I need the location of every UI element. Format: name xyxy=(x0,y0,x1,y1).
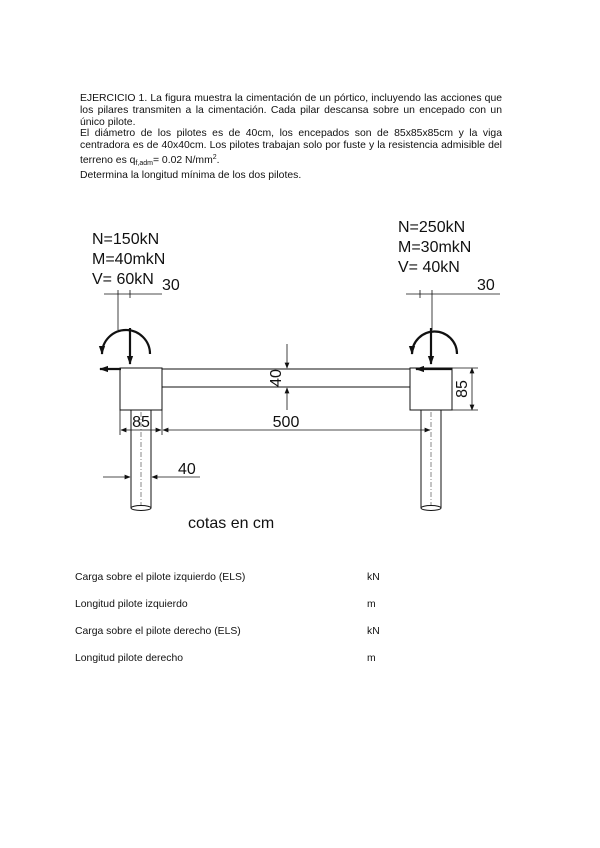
answer-label: Longitud pilote izquierdo xyxy=(75,599,188,610)
right-pile-cap xyxy=(410,368,452,410)
right-moment: M=30mkN xyxy=(398,239,472,256)
left-moment: M=40mkN xyxy=(92,251,166,268)
right-shear: V= 40kN xyxy=(398,259,460,276)
answer-row-left-length xyxy=(75,599,405,626)
resistance-value: = 0.02 N/mm xyxy=(152,154,213,166)
right-axial-load: N=250kN xyxy=(398,219,466,236)
answer-label: Carga sobre el pilote derecho (ELS) xyxy=(75,626,241,637)
answer-table xyxy=(75,572,405,680)
subscript-fadm: f,adm xyxy=(135,159,153,167)
statement-text: El diámetro de los pilotes es de 40cm, los encepados son de 85x85x85cm y la viga centradora es de 40x40cm. Los pilotes trabajan solo por fuste y la resistencia admisible del terreno es q xyxy=(80,128,502,166)
statement-paragraph-3: Determina la longitud mínima de los dos pilotes. xyxy=(80,169,302,181)
centering-beam xyxy=(162,369,410,387)
answer-unit: m xyxy=(367,653,376,664)
right-load-arrows xyxy=(412,328,457,369)
left-pile-cap xyxy=(120,368,162,410)
answer-label: Longitud pilote derecho xyxy=(75,653,184,664)
left-axial-load: N=150kN xyxy=(92,231,160,248)
statement-period: . xyxy=(216,154,220,166)
right-pile xyxy=(421,410,441,511)
span-label: 500 xyxy=(272,414,300,431)
left-offset-dim: 30 xyxy=(162,277,180,294)
left-load-arrows xyxy=(100,328,150,369)
statement-paragraph-1: EJERCICIO 1. La figura muestra la cimentación de un pórtico, incluyendo las acciones que los pilares transmiten a la cimentación. Cada pilar descansa sobre un encepado con un único pilote. xyxy=(80,93,502,128)
answer-unit: kN xyxy=(367,572,380,583)
answer-row-right-load xyxy=(75,626,405,653)
answer-unit: kN xyxy=(367,626,380,637)
right-offset-dim: 30 xyxy=(477,277,495,294)
cap-width-label: 85 xyxy=(132,414,150,431)
answer-unit: m xyxy=(367,599,376,610)
units-note: cotas en cm xyxy=(188,515,275,532)
answer-label: Carga sobre el pilote izquierdo (ELS) xyxy=(75,572,246,583)
pile-diameter-label: 40 xyxy=(178,461,196,478)
answer-row-right-length xyxy=(75,653,405,680)
cap-height-label: 85 xyxy=(454,380,471,398)
left-eccentricity-dimension xyxy=(104,290,162,330)
right-eccentricity-dimension xyxy=(406,290,500,330)
left-shear: V= 60kN xyxy=(92,271,154,288)
beam-height-label: 40 xyxy=(268,369,285,387)
superscript-2: 2 xyxy=(212,153,217,161)
answer-row-left-load xyxy=(75,572,405,599)
